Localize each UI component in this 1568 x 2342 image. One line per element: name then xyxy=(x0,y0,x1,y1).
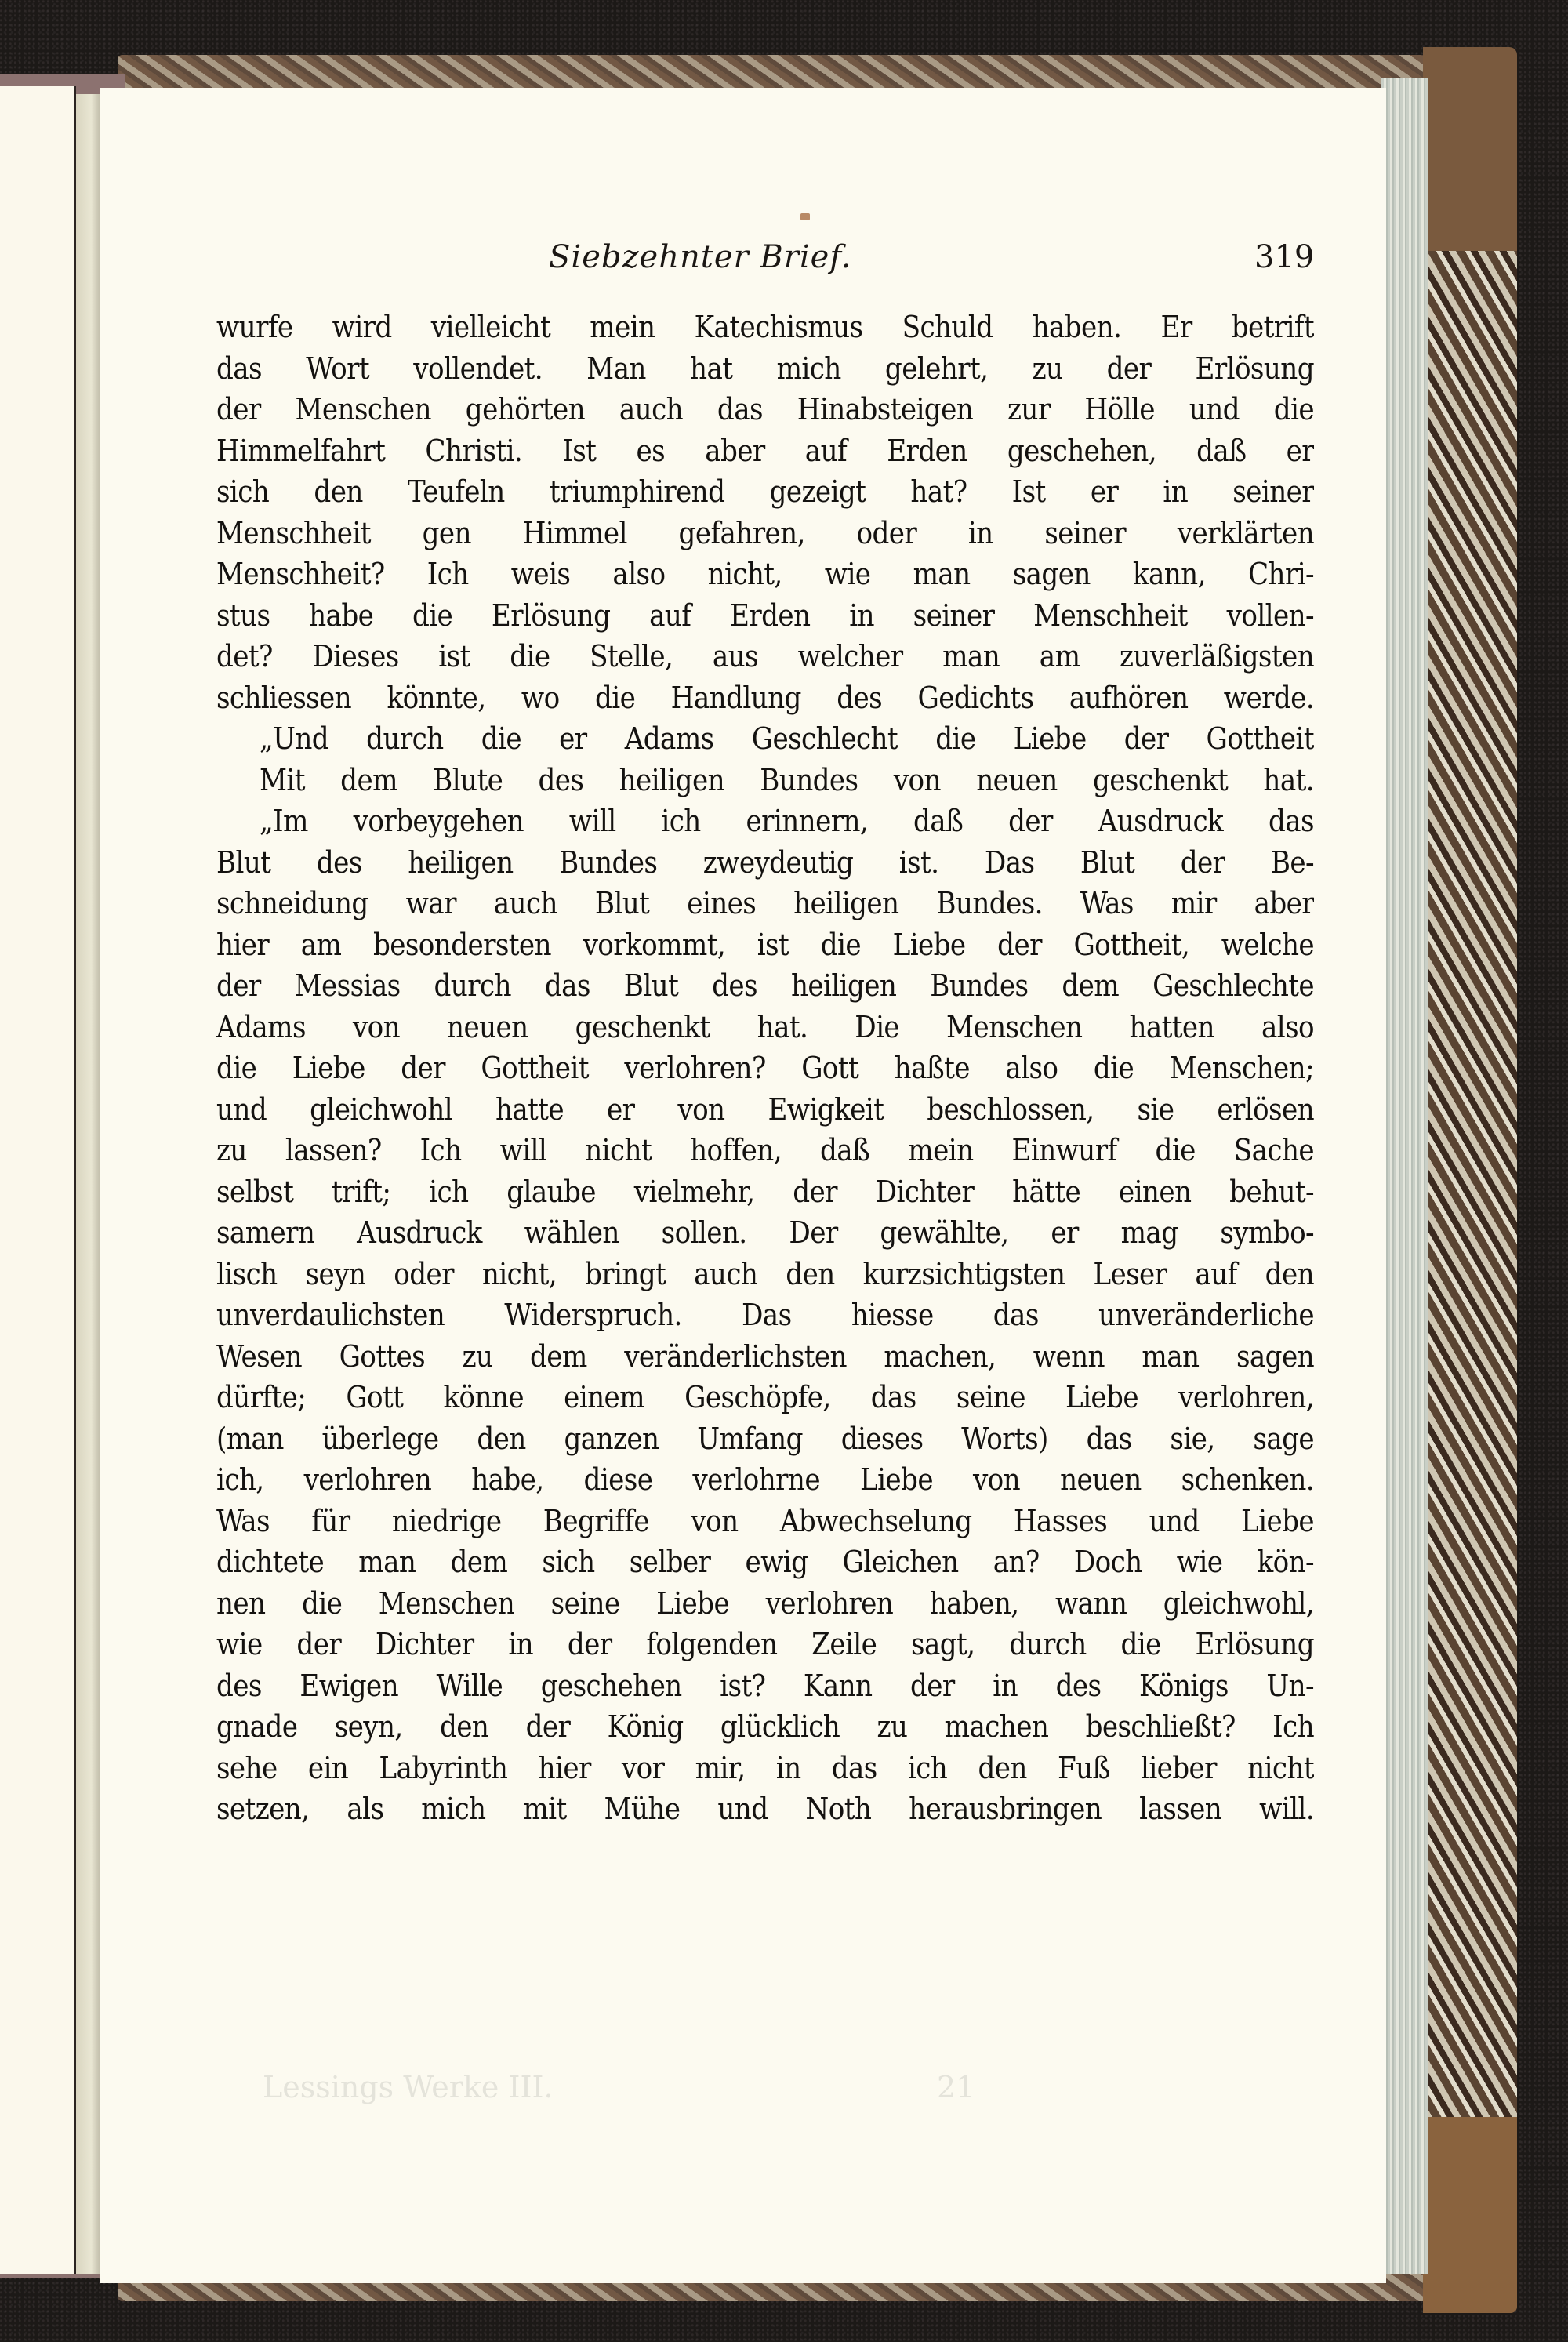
paragraph-start-line: „Im vorbeygehen will ich erinnern, daß der Ausdruck das xyxy=(260,804,1314,838)
text-line: das Wort vollendet. Man hat mich gelehrt, zu der Erlösung xyxy=(216,350,1314,386)
text-line: sehe ein Labyrinth hier vor mir, in das ich den Fuß lieber nicht xyxy=(216,1750,1314,1785)
text-line: det? Dieses ist die Stelle, aus welcher man am zuverläßigsten xyxy=(216,639,1314,674)
text-line: unverdaulichsten Widerspruch. Das hiesse das unveränderliche xyxy=(216,1298,1314,1332)
text-line: schneidung war auch Blut eines heiligen Bundes. Was mir aber xyxy=(216,886,1314,920)
show-through-signature-number: 21 xyxy=(937,2070,975,2104)
text-line: des Ewigen Wille geschehen ist? Kann der in des Königs Un- xyxy=(216,1668,1314,1703)
text-line: selbst trift; ich glaube vielmehr, der Dichter hätte einen behut- xyxy=(216,1174,1314,1209)
text-line: Was für niedrige Begriffe von Abwechselung Hasses und Liebe xyxy=(216,1503,1314,1538)
text-line: sich den Teufeln triumphirend gezeigt hat? Ist er in seiner xyxy=(216,474,1314,509)
text-line: Adams von neuen geschenkt hat. Die Menschen hatten also xyxy=(216,1009,1314,1044)
text-line: ich, verlohren habe, diese verlohrne Liebe von neuen schenken. xyxy=(216,1462,1314,1497)
paper-stain xyxy=(800,213,810,220)
text-line: Wesen Gottes zu dem veränderlichsten machen, wenn man sagen xyxy=(216,1338,1314,1374)
text-line: schliessen könnte, wo die Handlung des Gedichts aufhören werde. xyxy=(216,680,1314,715)
page-number: 319 xyxy=(1254,239,1315,275)
book-gutter xyxy=(76,94,101,2274)
text-line: stus habe die Erlösung auf Erden in seiner Menschheit vollen- xyxy=(216,597,1314,633)
text-line: lisch seyn oder nicht, bringt auch den kurzsichtigsten Leser auf den xyxy=(216,1256,1314,1291)
quote-line: „Und durch die er Adams Geschlecht die Liebe der Gottheit xyxy=(260,721,1314,756)
leather-corner-bottom xyxy=(1423,2117,1517,2313)
text-line: gnade seyn, den der König glücklich zu machen beschließt? Ich xyxy=(216,1709,1314,1744)
text-line: dichtete man dem sich selber ewig Gleichen an? Doch wie kön- xyxy=(216,1545,1314,1579)
leather-corner-top xyxy=(1423,47,1517,251)
text-line: zu lassen? Ich will nicht hoffen, daß mein Einwurf die Sache xyxy=(216,1133,1314,1167)
text-line: die Liebe der Gottheit verlohren? Gott haßte also die Menschen; xyxy=(216,1051,1314,1085)
running-head xyxy=(0,239,1568,286)
text-line: der Menschen gehörten auch das Hinabsteigen zur Hölle und die xyxy=(216,392,1314,427)
page-block-edges xyxy=(1381,78,1428,2274)
text-line: und gleichwohl hatte er von Ewigkeit beschlossen, sie erlösen xyxy=(216,1091,1314,1127)
show-through-signature-label: Lessings Werke III. xyxy=(263,2070,554,2104)
text-line: der Messias durch das Blut des heiligen Bundes dem Geschlechte xyxy=(216,968,1314,1003)
text-line: Menschheit? Ich weis also nicht, wie man sagen kann, Chri- xyxy=(216,557,1314,591)
text-line: Himmelfahrt Christi. Ist es aber auf Erden geschehen, daß er xyxy=(216,433,1314,468)
facing-page xyxy=(0,86,76,2274)
text-line: nen die Menschen seine Liebe verlohren haben, wann gleichwohl, xyxy=(216,1585,1314,1621)
text-line: hier am besondersten vorkommt, ist die Liebe der Gottheit, welche xyxy=(216,927,1314,962)
running-title: Siebzehnter Brief. xyxy=(549,239,852,275)
text-line: Menschheit gen Himmel gefahren, oder in seiner verklärten xyxy=(216,515,1314,550)
text-line: setzen, als mich mit Mühe und Noth herausbringen lassen will. xyxy=(216,1792,1314,1826)
quote-line: Mit dem Blute des heiligen Bundes von neuen geschenkt hat. xyxy=(260,762,1314,797)
text-line: (man überlege den ganzen Umfang dieses Worts) das sie, sage xyxy=(216,1421,1314,1456)
text-line: wurfe wird vielleicht mein Katechismus Schuld haben. Er betrift xyxy=(216,310,1314,344)
text-line: Blut des heiligen Bundes zweydeutig ist. Das Blut der Be- xyxy=(216,844,1314,880)
text-line: dürfte; Gott könne einem Geschöpfe, das seine Liebe verlohren, xyxy=(216,1380,1314,1414)
text-line: wie der Dichter in der folgenden Zeile sagt, durch die Erlösung xyxy=(216,1627,1314,1661)
marbled-cover-edge xyxy=(1427,235,1517,2133)
body-text xyxy=(216,307,1314,1830)
text-line: samern Ausdruck wählen sollen. Der gewählte, er mag symbo- xyxy=(216,1215,1314,1250)
